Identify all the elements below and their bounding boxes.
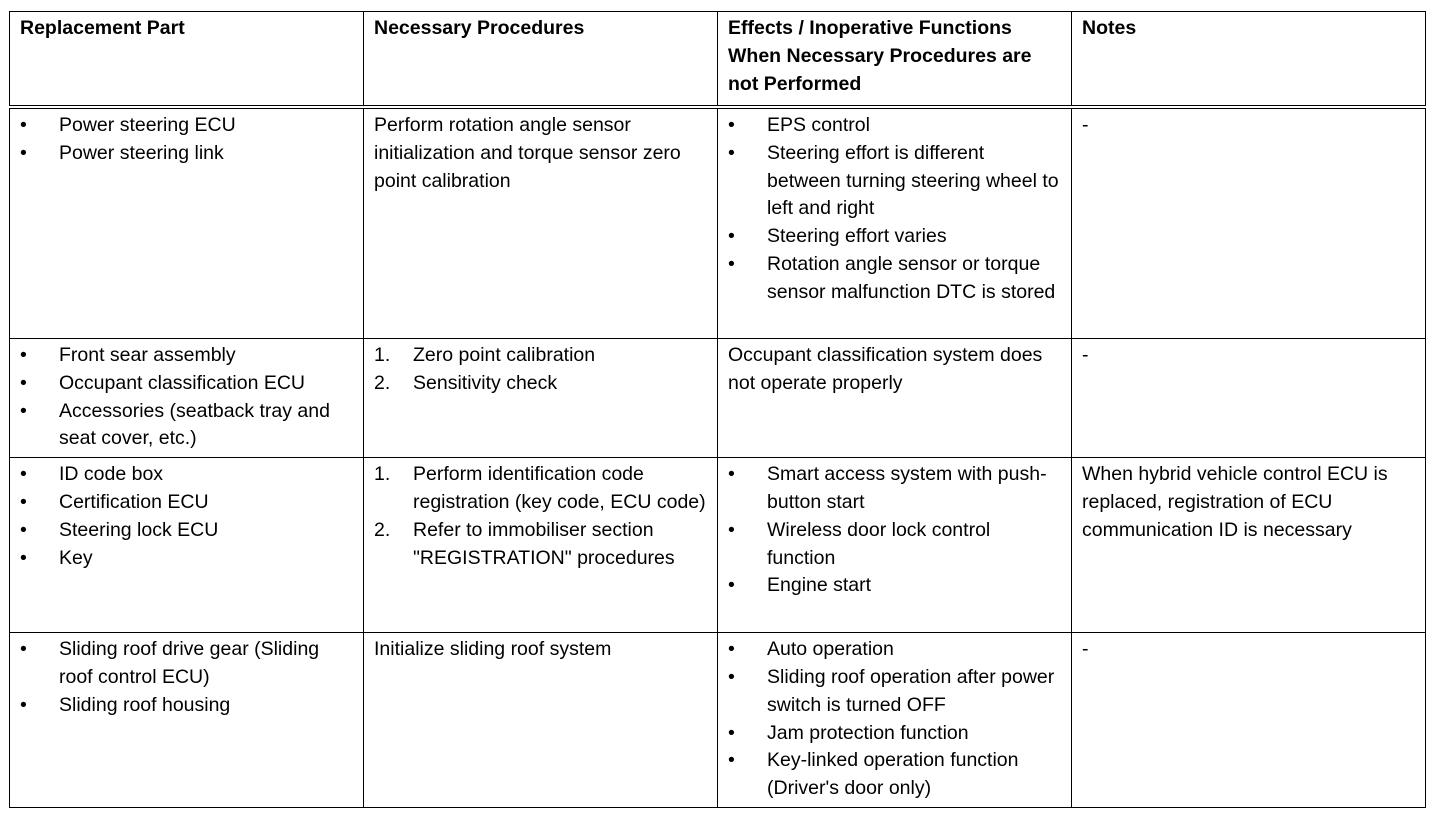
list-item: • Jam protection function	[728, 720, 1063, 748]
parts-list	[20, 461, 355, 572]
effects-list	[728, 636, 1063, 803]
list-item: • Accessories (seatback tray and seat cover, etc.)	[20, 398, 355, 454]
procedure-cell	[364, 458, 718, 633]
list-item: • Power steering ECU	[20, 112, 355, 140]
list-item: • Smart access system with push-button start	[728, 461, 1063, 517]
list-item: • Auto operation	[728, 636, 1063, 664]
parts-list	[20, 112, 355, 168]
notes-cell: -	[1072, 633, 1426, 808]
parts-list	[20, 342, 355, 453]
effects-cell	[718, 633, 1072, 808]
header-effects: Effects / Inoperative Functions When Necessary Procedures are not Performed	[718, 12, 1072, 108]
procedure-cell: Perform rotation angle sensor initialization and torque sensor zero point calibration	[364, 107, 718, 339]
effects-list	[728, 112, 1063, 307]
header-necessary-procedures: Necessary Procedures	[364, 12, 718, 108]
notes-cell: When hybrid vehicle control ECU is replaced, registration of ECU communication ID is necessary	[1072, 458, 1426, 633]
list-item: • Steering effort varies	[728, 223, 1063, 251]
list-item: • Steering lock ECU	[20, 517, 355, 545]
list-item: • Sliding roof housing	[20, 692, 355, 720]
table-row	[10, 107, 1426, 339]
procedure-step: 1. Zero point calibration	[374, 344, 596, 366]
replacement-part-cell	[10, 339, 364, 458]
effects-cell	[718, 458, 1072, 633]
list-item: • EPS control	[728, 112, 1063, 140]
replacement-part-cell	[10, 633, 364, 808]
procedure-step: 2. Refer to immobiliser section "REGISTRATION" procedures	[374, 518, 675, 569]
list-item: • Sliding roof operation after power switch is turned OFF	[728, 664, 1063, 720]
list-item: • Occupant classification ECU	[20, 370, 355, 398]
table-row	[10, 633, 1426, 808]
list-item: • Wireless door lock control function	[728, 517, 1063, 573]
list-item: • Key-linked operation function (Driver's door only)	[728, 747, 1063, 803]
list-item: • Power steering link	[20, 140, 355, 168]
procedure-steps	[374, 461, 709, 572]
list-item: • Steering effort is different between turning steering wheel to left and right	[728, 140, 1063, 223]
replacement-part-cell	[10, 107, 364, 339]
list-item: • Rotation angle sensor or torque sensor malfunction DTC is stored	[728, 251, 1063, 307]
list-item: • Front sear assembly	[20, 342, 355, 370]
replacement-procedures-table	[9, 11, 1426, 808]
list-item: • Key	[20, 545, 355, 573]
parts-list	[20, 636, 355, 719]
table-row	[10, 339, 1426, 458]
list-item: • Engine start	[728, 572, 1063, 600]
list-item: • ID code box	[20, 461, 355, 489]
header-notes: Notes	[1072, 12, 1426, 108]
notes-cell: -	[1072, 107, 1426, 339]
notes-cell: -	[1072, 339, 1426, 458]
table-row	[10, 458, 1426, 633]
header-row	[10, 12, 1426, 108]
procedure-cell: Initialize sliding roof system	[364, 633, 718, 808]
procedure-step: 1. Perform identification code registration (key code, ECU code)	[374, 463, 706, 513]
list-item: • Sliding roof drive gear (Sliding roof control ECU)	[20, 636, 355, 692]
procedure-steps	[374, 342, 709, 398]
header-replacement-part: Replacement Part	[10, 12, 364, 108]
effects-cell: Occupant classification system does not operate properly	[718, 339, 1072, 458]
procedure-cell	[364, 339, 718, 458]
replacement-part-cell	[10, 458, 364, 633]
effects-list	[728, 461, 1063, 600]
procedure-step: 2. Sensitivity check	[374, 371, 558, 394]
effects-cell	[718, 107, 1072, 339]
list-item: • Certification ECU	[20, 489, 355, 517]
